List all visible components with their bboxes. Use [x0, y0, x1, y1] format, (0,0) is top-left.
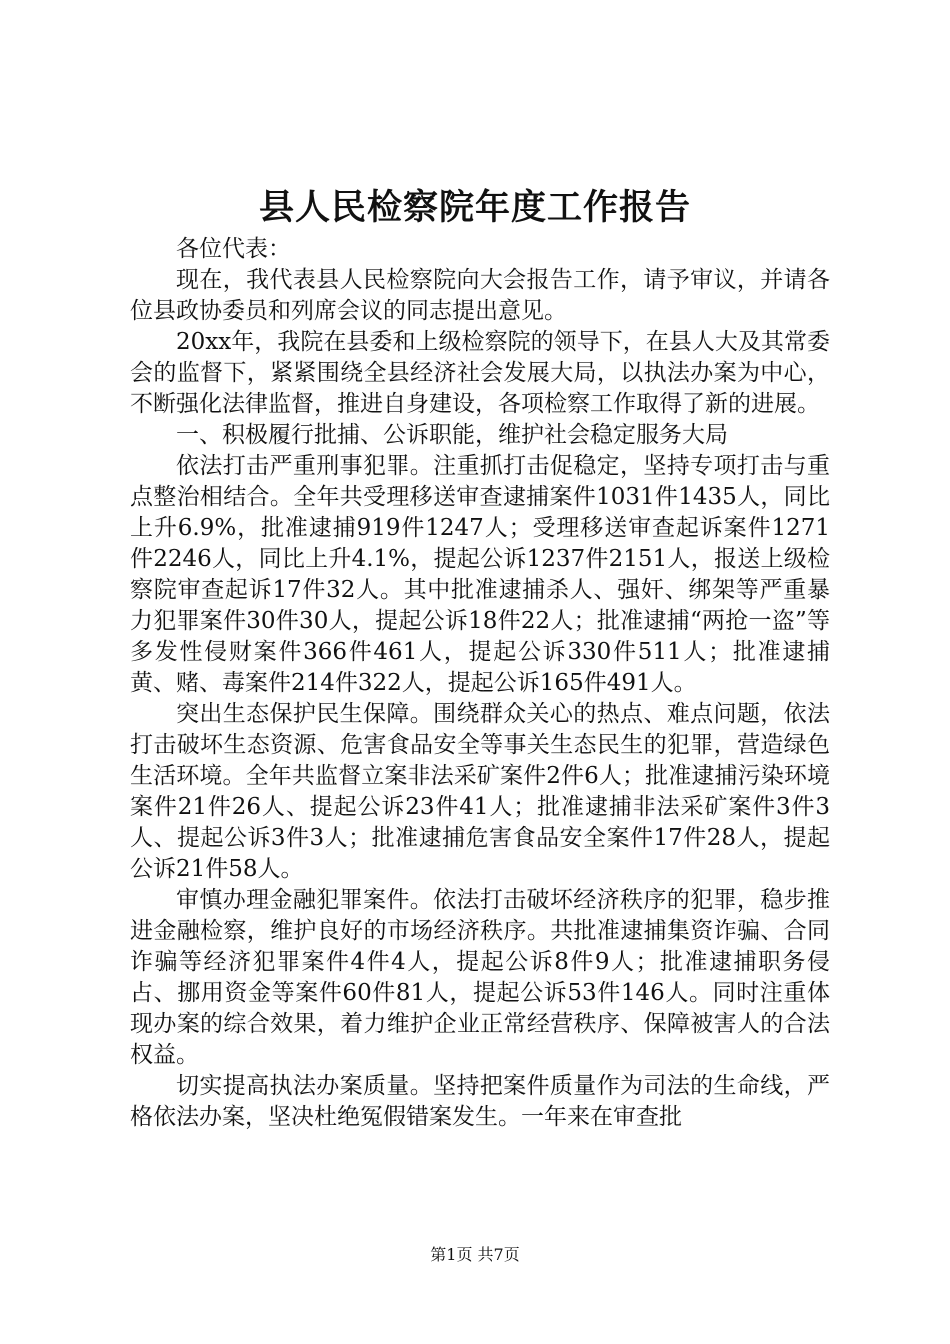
paragraph-overview: 20xx年，我院在县委和上级检察院的领导下，在县人大及其常委会的监督下，紧紧围绕全县经济社会发展大局，以执法办案为中心，不断强化法律监督，推进自身建设，各项检察工作取得了新的进展。: [130, 329, 830, 417]
paragraph-quality: 切实提高执法办案质量。坚持把案件质量作为司法的生命线，严格依法办案，坚决杜绝冤假错案发生。一年来在审查批: [130, 1073, 830, 1130]
salutation: 各位代表：: [176, 236, 291, 262]
document-title: 县人民检察院年度工作报告: [258, 187, 691, 228]
paragraph-intro: 现在，我代表县人民检察院向大会报告工作，请予审议，并请各位县政协委员和列席会议的同志提出意见。: [130, 267, 830, 324]
section-heading-1: 一、积极履行批捕、公诉职能，维护社会稳定服务大局: [176, 422, 728, 448]
page-footer: 第1页 共7页: [430, 1245, 520, 1264]
paragraph-criminal-cases: 依法打击严重刑事犯罪。注重抓打击促稳定，坚持专项打击与重点整治相结合。全年共受理移送审查逮捕案件1031件1435人，同比上升6.9%，批准逮捕919件1247人；受理移送审查起诉案件1271件2246人，同比上升4.1%，提起公诉1237件2151人，报送上级检察院审查起诉17件32人。其中批准逮捕杀人、强奸、绑架等严重暴力犯罪案件30件30人，提起公诉18件22人；批准逮捕“两抢一盗”等多发性侵财案件366件461人，提起公诉330件511人；批准逮捕黄、赌、毒案件214件322人，提起公诉165件491人。: [130, 453, 830, 696]
paragraph-ecology: 突出生态保护民生保障。围绕群众关心的热点、难点问题，依法打击破坏生态资源、危害食品安全等事关生态民生的犯罪，营造绿色生活环境。全年共监督立案非法采矿案件2件6人；批准逮捕污染环境案件21件26人、提起公诉23件41人；批准逮捕非法采矿案件3件3人、提起公诉3件3人；批准逮捕危害食品安全案件17件28人，提起公诉21件58人。: [130, 701, 830, 882]
paragraph-finance: 审慎办理金融犯罪案件。依法打击破坏经济秩序的犯罪，稳步推进金融检察，维护良好的市场经济秩序。共批准逮捕集资诈骗、合同诈骗等经济犯罪案件4件4人，提起公诉8件9人；批准逮捕职务侵占、挪用资金等案件60件81人，提起公诉53件146人。同时注重体现办案的综合效果，着力维护企业正常经营秩序、保障被害人的合法权益。: [130, 887, 830, 1068]
document-body: [130, 234, 830, 1133]
